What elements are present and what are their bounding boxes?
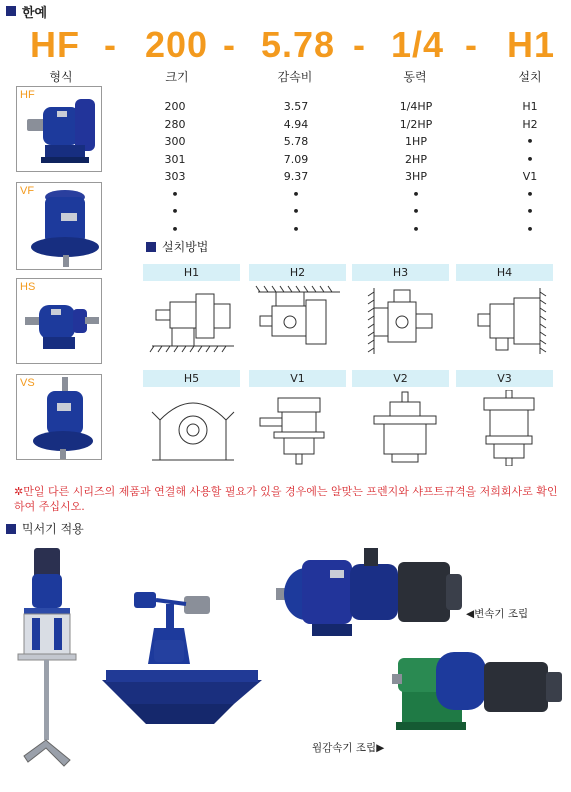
mount-diagram-h2	[254, 284, 344, 358]
section-marker-icon	[146, 242, 156, 252]
mount-tab-v3: V3	[456, 370, 553, 387]
column-header-mount: 설치	[518, 70, 542, 84]
mount-tab-h5: H5	[143, 370, 240, 387]
column-header-ratio: 감속비	[277, 70, 313, 84]
power-value: 1/2HP	[399, 117, 433, 131]
power-value: 1HP	[405, 135, 427, 148]
mount-diagram-h1	[148, 284, 238, 358]
power-value: •	[412, 187, 420, 201]
power-value: 3HP	[405, 170, 427, 183]
size-column	[148, 98, 202, 238]
size-value: 301	[164, 152, 186, 166]
photo-label: HS	[20, 281, 36, 293]
ratio-value: 3.57	[283, 100, 309, 113]
mount-tab-h2: H2	[249, 264, 346, 281]
ratio-value: •	[292, 187, 300, 201]
section-title-mixer: 믹서기 적용	[22, 522, 84, 536]
size-value: 303	[164, 170, 186, 183]
ratio-value: 5.78	[283, 135, 309, 148]
column-header-size: 크기	[165, 70, 189, 84]
size-value: •	[171, 222, 179, 236]
ratio-value: 7.09	[283, 152, 309, 166]
photo-hf	[16, 86, 102, 172]
mount-diagram-v3	[464, 390, 554, 466]
mount-tab-h4: H4	[456, 264, 553, 281]
note-text: 만일 다른 시리즈의 제품과 연결해 사용할 필요가 있을 경우에는 알맞는 프렌지와 샤프트규격을 저희회사로 확인하여 주십시오.	[14, 485, 558, 513]
photo-vs	[16, 374, 102, 460]
mount-diagram-h4	[464, 284, 554, 358]
ratio-value: 4.94	[283, 117, 309, 131]
mount-value: V1	[522, 170, 538, 183]
compatibility-note	[14, 484, 559, 514]
ratio-value: 9.37	[283, 170, 309, 183]
mount-tab-v1: V1	[249, 370, 346, 387]
mount-value: H2	[522, 117, 538, 131]
ratio-column	[268, 98, 324, 238]
mount-diagram-h3	[360, 284, 450, 358]
size-value: •	[171, 187, 179, 201]
caption-variator: ◀변속기 조립	[466, 608, 529, 620]
mount-tab-h3: H3	[352, 264, 449, 281]
mount-value: •	[526, 135, 534, 148]
mount-tab-h1: H1	[143, 264, 240, 281]
mixer-agitator-image	[14, 544, 80, 778]
photo-vf	[16, 182, 102, 270]
mount-value: H1	[522, 100, 538, 113]
photo-hs	[16, 278, 102, 364]
mount-value: •	[526, 187, 534, 201]
section-title-example: 한예	[22, 6, 48, 21]
size-value: 200	[164, 100, 186, 113]
power-value: 2HP	[405, 152, 427, 166]
column-header-power: 동력	[403, 70, 427, 84]
size-value: 280	[164, 117, 186, 131]
model-code-part: H1	[507, 24, 556, 65]
model-code-part: 5.78	[261, 24, 336, 65]
variator-assembly-image	[272, 540, 464, 646]
section-title-mounting: 설치방법	[162, 240, 209, 254]
mount-diagram-v1	[254, 390, 344, 466]
model-code-part: HF	[30, 24, 80, 65]
power-column	[385, 98, 447, 238]
mount-diagram-h5	[148, 390, 238, 466]
worm-reducer-assembly-image	[392, 644, 568, 734]
column-header-type: 형식	[49, 70, 73, 84]
ratio-value: •	[292, 222, 300, 236]
model-code-part: 1/4	[391, 24, 445, 65]
model-code-part: -	[353, 24, 366, 65]
mount-value: •	[526, 152, 534, 166]
model-code	[30, 24, 560, 64]
ratio-value: •	[292, 205, 300, 218]
mount-value: •	[526, 205, 534, 218]
model-code-part: 200	[145, 24, 209, 65]
size-value: 300	[164, 135, 186, 148]
section-marker-icon	[6, 524, 16, 534]
mixer-tank-drive-image	[98, 584, 264, 730]
photo-label: HF	[20, 89, 35, 101]
mount-column	[508, 98, 552, 238]
power-value: 1/4HP	[399, 100, 433, 113]
model-code-part: -	[223, 24, 236, 65]
photo-label: VF	[20, 185, 35, 197]
power-value: •	[412, 222, 420, 236]
photo-label: VS	[20, 377, 35, 389]
caption-worm-reducer: 웜감속기 조립▶	[312, 742, 385, 754]
model-code-part: -	[104, 24, 117, 65]
power-value: •	[412, 205, 420, 218]
note-star-icon: ✲	[14, 485, 24, 498]
size-value: •	[171, 205, 179, 218]
section-marker-icon	[6, 6, 16, 16]
mount-diagram-v2	[360, 390, 450, 466]
mount-value: •	[526, 222, 534, 236]
mount-tab-v2: V2	[352, 370, 449, 387]
model-code-part: -	[465, 24, 478, 65]
